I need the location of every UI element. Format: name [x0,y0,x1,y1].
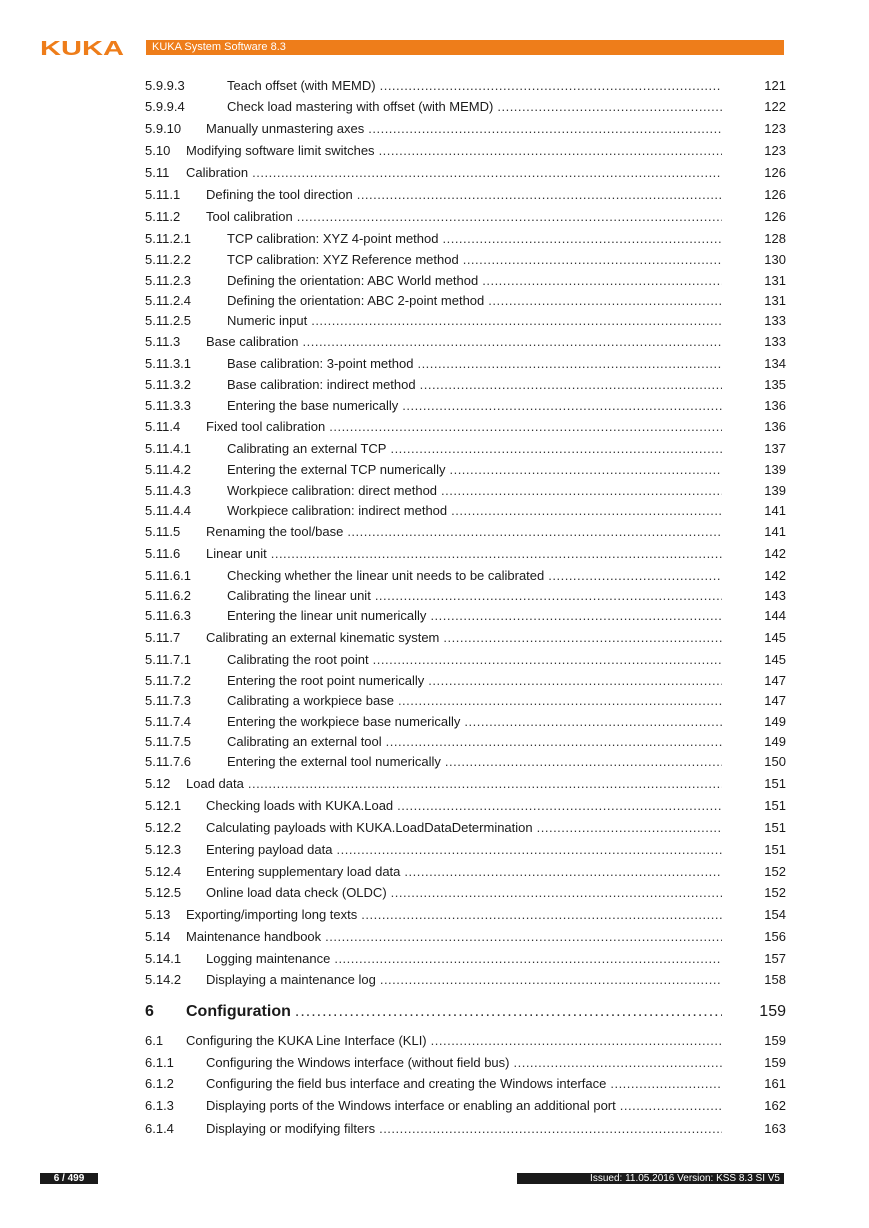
toc-entry-title: Tool calibration [206,208,297,226]
toc-entry-page: 123 [764,143,786,158]
dot-leader [375,587,722,605]
toc-entry-page: 136 [764,419,786,434]
dot-leader [361,906,722,924]
toc-entry-page: 144 [764,608,786,623]
toc-entry-title: Workpiece calibration: indirect method [227,502,451,520]
toc-entry[interactable] [144,713,786,731]
dot-leader [252,164,722,182]
dot-leader [386,733,722,751]
toc-entry-number: 6.1.4 [145,1121,174,1136]
toc-entry[interactable] [144,884,786,902]
toc-entry-number: 5.10 [145,143,171,158]
toc-entry-title: Entering the external TCP numerically [227,461,449,479]
toc-entry-title: Calibrating an external TCP [227,440,390,458]
toc-entry-page: 141 [764,503,786,518]
toc-entry-page: 139 [764,462,786,477]
toc-entry-page: 149 [764,714,786,729]
toc-entry[interactable] [144,692,786,710]
toc-entry-page: 145 [764,630,786,645]
toc-entry-page: 123 [764,121,786,136]
toc-entry-page: 126 [764,165,786,180]
toc-entry-page: 142 [764,546,786,561]
toc-entry[interactable] [144,164,786,182]
toc-entry[interactable] [144,440,786,458]
toc-entry-page: 163 [764,1121,786,1136]
dot-leader [303,333,723,351]
toc-entry-title: Modifying software limit switches [186,142,379,160]
toc-entry-title: Entering the workpiece base numerically [227,713,464,731]
toc-entry[interactable] [144,355,786,373]
toc-entry[interactable] [144,251,786,269]
toc-entry-number: 5.11.3.3 [145,398,192,413]
toc-entry[interactable] [144,928,786,946]
toc-entry-title: Defining the orientation: ABC World method [227,272,482,290]
toc-entry-page: 151 [764,776,786,791]
toc-entry-title: Calculating payloads with KUKA.LoadDataDetermination [206,819,537,837]
toc-entry-page: 162 [764,1098,786,1113]
toc-entry[interactable] [144,1075,786,1093]
toc-entry[interactable] [144,567,786,585]
dot-leader [445,753,722,771]
toc-entry-title: Linear unit [206,545,271,563]
document-title: KUKA System Software 8.3 [152,41,286,53]
toc-entry-page: 143 [764,588,786,603]
toc-entry-number: 5.11.6.3 [145,608,192,623]
toc-entry-title: Maintenance handbook [186,928,325,946]
toc-entry[interactable] [144,733,786,751]
toc-entry-number: 5.11.2.1 [145,231,192,246]
dot-leader [428,672,722,690]
dot-leader [463,251,722,269]
toc-entry[interactable] [144,502,786,520]
toc-entry-title: Entering payload data [206,841,336,859]
toc-entry-title: Entering the linear unit numerically [227,607,430,625]
toc-entry[interactable] [144,482,786,500]
toc-entry[interactable] [144,950,786,968]
dot-leader [336,841,722,859]
toc-entry-number: 5.12.4 [145,864,182,879]
toc-entry-title: Calibration [186,164,252,182]
toc-entry-number: 5.11.2.4 [145,293,192,308]
toc-entry[interactable] [144,775,786,793]
toc-entry-number: 5.11.2 [145,209,181,224]
toc-entry[interactable] [144,797,786,815]
dot-leader [464,713,722,731]
dot-leader [347,523,722,541]
toc-entry-page: 152 [764,885,786,900]
toc-entry-title: Numeric input [227,312,311,330]
toc-entry-title: Load data [186,775,248,793]
toc-entry-page: 156 [764,929,786,944]
dot-leader [610,1075,722,1093]
toc-entry-number: 5.11.4.4 [145,503,192,518]
toc-entry-number: 5.9.9.4 [145,99,185,114]
dot-leader [379,142,722,160]
toc-entry-page: 131 [764,293,786,308]
toc-entry-number: 5.9.10 [145,121,182,136]
toc-entry-number: 5.11.2.5 [145,313,192,328]
toc-entry[interactable] [144,230,786,248]
dot-leader [417,355,722,373]
dot-leader [443,629,722,647]
toc-chapter-entry[interactable] [144,1001,786,1023]
toc-entry[interactable] [144,186,786,204]
toc-entry[interactable] [144,819,786,837]
toc-entry-number: 5.14 [145,929,171,944]
toc-entry-title: Check load mastering with offset (with MEMD) [227,98,497,116]
dot-leader [402,397,722,415]
dot-leader [368,120,722,138]
toc-entry-title: Calibrating the linear unit [227,587,375,605]
dot-leader [431,1032,722,1050]
dot-leader [398,692,722,710]
toc-entry[interactable] [144,418,786,436]
toc-entry-page: 161 [764,1076,786,1091]
toc-entry-title: Configuration [186,1001,295,1023]
toc-entry-number: 5.11.2.2 [145,252,192,267]
toc-entry[interactable] [144,312,786,330]
dot-leader [513,1054,722,1072]
toc-entry[interactable] [144,142,786,160]
dot-leader [357,186,722,204]
toc-entry-title: Base calibration: 3-point method [227,355,417,373]
toc-entry-number: 5.12 [145,776,171,791]
dot-leader [482,272,722,290]
toc-entry[interactable] [144,863,786,881]
toc-entry-page: 134 [764,356,786,371]
toc-entry-page: 133 [764,334,786,349]
toc-entry-number: 5.12.2 [145,820,182,835]
toc-entry-number: 5.11.2.3 [145,273,192,288]
dot-leader [297,208,722,226]
toc-entry-number: 6.1.3 [145,1098,174,1113]
dot-leader [329,418,722,436]
toc-entry-title: Defining the tool direction [206,186,357,204]
toc-entry-page: 126 [764,209,786,224]
toc-entry[interactable] [144,753,786,771]
toc-entry-title: Entering the base numerically [227,397,402,415]
toc-entry-title: Displaying a maintenance log [206,971,380,989]
toc-entry[interactable] [144,98,786,116]
toc-entry-page: 154 [764,907,786,922]
dot-leader [295,1001,722,1023]
toc-entry-number: 5.11.7.2 [145,673,192,688]
toc-entry[interactable] [144,333,786,351]
dot-leader [620,1097,722,1115]
toc-entry-number: 5.11.7.5 [145,734,192,749]
dot-leader [430,607,722,625]
toc-entry-number: 5.11 [145,165,170,180]
toc-entry-page: 159 [764,1033,786,1048]
toc-entry-number: 5.11.4.3 [145,483,192,498]
toc-entry[interactable] [144,77,786,95]
toc-entry-page: 121 [764,78,786,93]
toc-entry-title: Checking whether the linear unit needs to be calibrated [227,567,548,585]
toc-entry-page: 136 [764,398,786,413]
toc-entry-title: Logging maintenance [206,950,334,968]
toc-entry-number: 5.11.3.2 [145,377,192,392]
toc-entry[interactable] [144,971,786,989]
dot-leader [325,928,722,946]
toc-entry-page: 157 [764,951,786,966]
toc-entry-number: 5.11.3.1 [145,356,192,371]
dot-leader [397,797,722,815]
toc-entry-number: 5.11.7.3 [145,693,192,708]
toc-entry-title: Displaying ports of the Windows interface or enabling an additional port [206,1097,620,1115]
toc-entry-page: 122 [764,99,786,114]
toc-entry-title: Fixed tool calibration [206,418,329,436]
toc-entry-title: Configuring the field bus interface and creating the Windows interface [206,1075,610,1093]
toc-entry-number: 6.1 [145,1033,164,1048]
toc-entry-title: Configuring the KUKA Line Interface (KLI) [186,1032,431,1050]
toc-entry-page: 151 [764,820,786,835]
toc-entry-page: 159 [764,1055,786,1070]
toc-entry-number: 5.11.4.2 [145,462,192,477]
dot-leader [271,545,722,563]
dot-leader [420,376,722,394]
toc-entry-page: 150 [764,754,786,769]
dot-leader [379,1120,722,1138]
toc-entry[interactable] [144,461,786,479]
dot-leader [497,98,722,116]
toc-entry-page: 142 [764,568,786,583]
dot-leader [548,567,722,585]
toc-entry-number: 5.14.2 [145,972,182,987]
toc-entry-number: 5.11.6 [145,546,181,561]
toc-entry-page: 126 [764,187,786,202]
toc-entry-title: Online load data check (OLDC) [206,884,391,902]
toc-entry-title: Workpiece calibration: direct method [227,482,441,500]
toc-entry-page: 159 [759,1003,786,1020]
toc-entry-number: 5.14.1 [145,951,182,966]
dot-leader [334,950,722,968]
toc-entry-page: 131 [764,273,786,288]
toc-entry-number: 5.13 [145,907,171,922]
toc-entry[interactable] [144,272,786,290]
page-number-label: 6 / 499 [40,1173,98,1184]
toc-entry[interactable] [144,841,786,859]
dot-leader [449,461,722,479]
toc-entry-number: 5.11.5 [145,524,181,539]
toc-entry[interactable] [144,523,786,541]
dot-leader [380,971,722,989]
toc-entry[interactable] [144,906,786,924]
toc-entry-number: 5.11.6.2 [145,588,192,603]
toc-entry-page: 158 [764,972,786,987]
toc-entry[interactable] [144,1032,786,1050]
toc-entry-page: 141 [764,524,786,539]
toc-entry-page: 151 [764,842,786,857]
toc-entry-page: 152 [764,864,786,879]
toc-entry-title: Calibrating a workpiece base [227,692,398,710]
toc-entry-title: Calibrating the root point [227,651,373,669]
dot-leader [451,502,722,520]
dot-leader [248,775,722,793]
toc-entry-page: 147 [764,673,786,688]
toc-entry-number: 6.1.2 [145,1076,174,1091]
kuka-logo [40,38,126,58]
toc-entry-number: 5.12.5 [145,885,182,900]
toc-entry-number: 5.9.9.3 [145,78,185,93]
toc-entry-number: 5.11.7 [145,630,181,645]
toc-entry-number: 5.11.4.1 [145,441,192,456]
toc-entry-page: 151 [764,798,786,813]
toc-entry-number: 6.1.1 [145,1055,174,1070]
toc-entry-number: 5.11.7.1 [145,652,192,667]
toc-entry-title: Teach offset (with MEMD) [227,77,380,95]
toc-entry[interactable] [144,672,786,690]
toc-entry[interactable] [144,651,786,669]
toc-entry-page: 130 [764,252,786,267]
toc-entry-page: 147 [764,693,786,708]
toc-entry-number: 5.11.3 [145,334,181,349]
toc-entry-number: 6 [145,1003,154,1020]
dot-leader [373,651,722,669]
toc-entry-number: 5.11.6.1 [145,568,192,583]
toc-entry-title: Checking loads with KUKA.Load [206,797,397,815]
dot-leader [391,884,722,902]
toc-entry[interactable] [144,1120,786,1138]
dot-leader [404,863,722,881]
toc-entry-page: 135 [764,377,786,392]
toc-entry[interactable] [144,376,786,394]
toc-entry-page: 139 [764,483,786,498]
toc-entry-title: Base calibration [206,333,303,351]
toc-entry-title: Entering the root point numerically [227,672,428,690]
toc-entry-title: Exporting/importing long texts [186,906,361,924]
toc-entry-number: 5.12.1 [145,798,182,813]
toc-entry-page: 137 [764,441,786,456]
toc-entry-title: Base calibration: indirect method [227,376,420,394]
toc-entry-page: 133 [764,313,786,328]
toc-entry[interactable] [144,292,786,310]
toc-entry-title: TCP calibration: XYZ 4-point method [227,230,442,248]
toc-entry-title: Entering the external tool numerically [227,753,445,771]
toc-entry-page: 145 [764,652,786,667]
toc-entry-title: Manually unmastering axes [206,120,368,138]
toc-entry-number: 5.11.1 [145,187,181,202]
toc-entry-page: 149 [764,734,786,749]
dot-leader [380,77,722,95]
toc-entry-number: 5.12.3 [145,842,182,857]
header-bar [146,40,784,55]
dot-leader [442,230,722,248]
issue-version-label: Issued: 11.05.2016 Version: KSS 8.3 SI V5 [517,1173,784,1184]
toc-entry-title: Configuring the Windows interface (without field bus) [206,1054,513,1072]
dot-leader [441,482,722,500]
toc-entry-page: 128 [764,231,786,246]
toc-entry-title: Displaying or modifying filters [206,1120,379,1138]
toc-entry-title: Renaming the tool/base [206,523,347,541]
toc-entry[interactable] [144,208,786,226]
toc-entry-number: 5.11.7.4 [145,714,192,729]
toc-entry[interactable] [144,120,786,138]
toc-entry-title: Calibrating an external kinematic system [206,629,443,647]
toc-entry[interactable] [144,607,786,625]
dot-leader [390,440,722,458]
toc-entry-title: Calibrating an external tool [227,733,386,751]
toc-entry-title: TCP calibration: XYZ Reference method [227,251,463,269]
dot-leader [537,819,722,837]
toc-entry-number: 5.11.4 [145,419,181,434]
toc-entry-number: 5.11.7.6 [145,754,192,769]
toc-entry[interactable] [144,545,786,563]
toc-entry[interactable] [144,1097,786,1115]
toc-entry-title: Entering supplementary load data [206,863,404,881]
toc-entry-title: Defining the orientation: ABC 2-point method [227,292,488,310]
toc-entry[interactable] [144,587,786,605]
toc-entry[interactable] [144,397,786,415]
toc-entry[interactable] [144,629,786,647]
svg-text:KUKA: KUKA [40,38,124,58]
dot-leader [311,312,722,330]
toc-entry[interactable] [144,1054,786,1072]
dot-leader [488,292,722,310]
